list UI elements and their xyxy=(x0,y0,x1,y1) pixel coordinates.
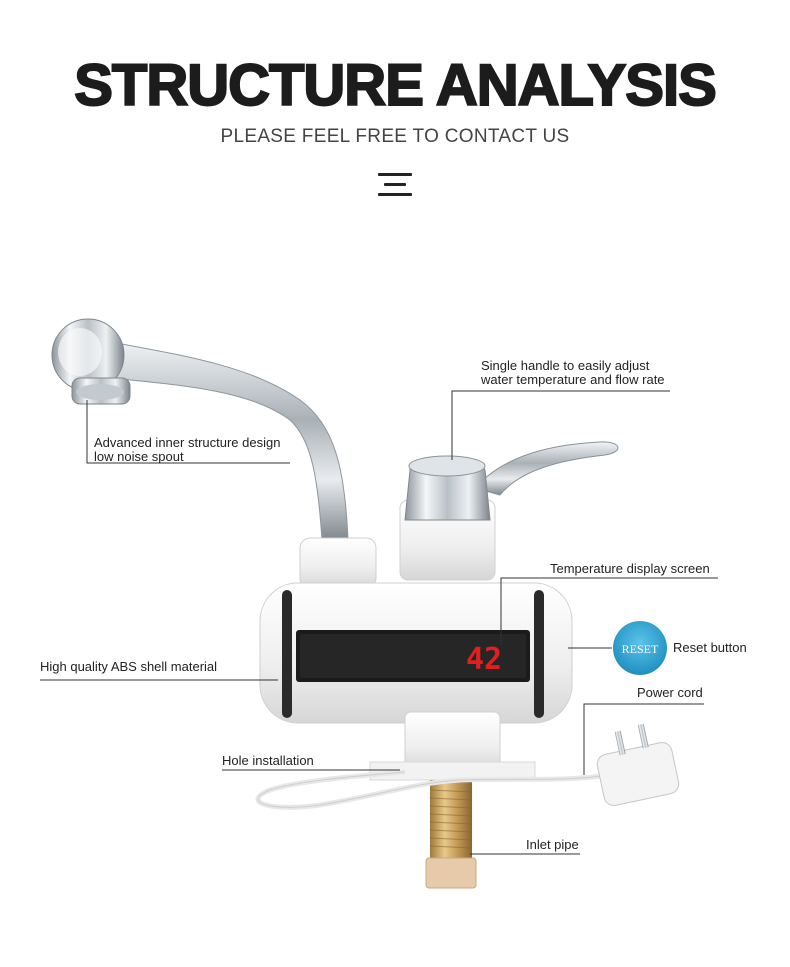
spout xyxy=(52,319,348,540)
page-subtitle: PLEASE FEEL FREE TO CONTACT US xyxy=(220,126,570,147)
reset-badge-text: RESET xyxy=(621,642,659,656)
spout-collar xyxy=(300,538,376,588)
callout-inlet: Inlet pipe xyxy=(526,837,579,852)
callout-handle-line2: water temperature and flow rate xyxy=(481,372,665,387)
temperature-reading: 42 xyxy=(466,642,503,677)
callout-handle-line1: Single handle to easily adjust xyxy=(481,358,650,373)
callout-spout-line1: Advanced inner structure design xyxy=(94,435,281,450)
callout-shell: High quality ABS shell material xyxy=(40,659,218,674)
heater-body xyxy=(260,583,572,723)
callout-hole: Hole installation xyxy=(222,753,314,768)
callout-power: Power cord xyxy=(637,685,703,700)
callout-reset: Reset button xyxy=(673,640,747,655)
callout-spout xyxy=(94,436,280,464)
inlet-pipe xyxy=(426,780,476,888)
page-title: STRUCTURE ANALYSIS xyxy=(74,53,716,118)
callout-handle xyxy=(481,359,665,387)
callout-screen: Temperature display screen xyxy=(550,561,710,576)
reset-badge xyxy=(613,621,667,675)
handle xyxy=(400,442,618,580)
callout-spout-line2: low noise spout xyxy=(94,449,184,464)
